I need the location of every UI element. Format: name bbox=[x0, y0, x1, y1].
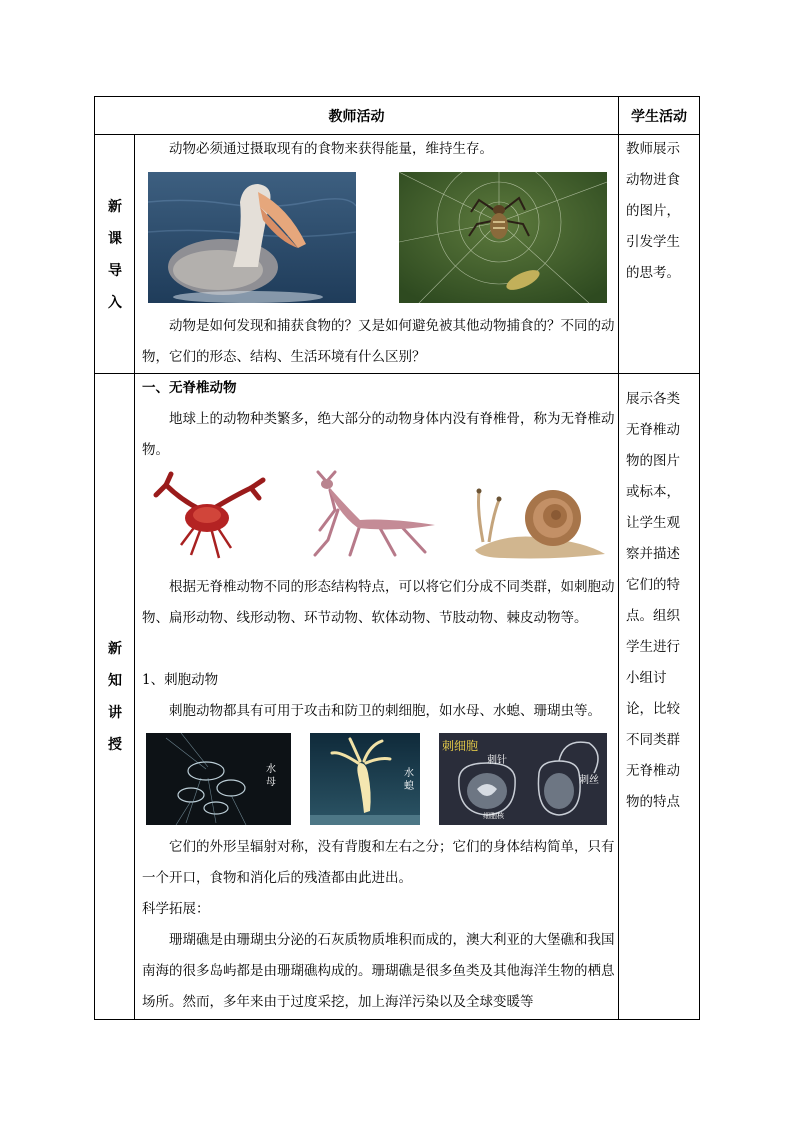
section2-paragraph-1: 地球上的动物种类繁多，绝大部分的动物身体内没有脊椎骨，称为无脊椎动物。 bbox=[142, 411, 615, 458]
mantis-image bbox=[300, 470, 440, 565]
header-teacher: 教师活动 bbox=[328, 109, 385, 125]
section1-label: 新 课 导 入 bbox=[108, 199, 122, 311]
cnidocyte-title: 刺细胞 bbox=[442, 739, 479, 753]
snail-image bbox=[465, 470, 610, 565]
section2-paragraph-4: 它们的外形呈辐射对称，没有背腹和左右之分；它们的身体结构简单，只有一个开口，食物和消化后的残渣都由此进出。 bbox=[142, 839, 615, 886]
hydra-label: 水螅 bbox=[404, 768, 414, 792]
header-student: 学生活动 bbox=[631, 109, 687, 125]
jellyfish-image bbox=[146, 733, 291, 825]
crayfish-image bbox=[151, 470, 266, 565]
nucleus-label: 细胞核 bbox=[483, 812, 504, 820]
section1-student-activity: 教师展示动物进食的图片，引发学生的思考。 bbox=[626, 141, 680, 281]
section2-student-activity: 展示各类无脊椎动物的图片或标本，让学生观察并描述它们的特点。组织学生进行小组讨论，比较不同类群无脊椎动物的特点 bbox=[626, 391, 680, 810]
hydra-image bbox=[310, 733, 420, 825]
thread-label: 刺丝 bbox=[579, 775, 599, 786]
spider-image bbox=[399, 172, 607, 303]
section2-paragraph-3: 刺胞动物都具有可用于攻击和防卫的刺细胞，如水母、水螅、珊瑚虫等。 bbox=[169, 703, 601, 719]
table-divider-student bbox=[618, 96, 619, 1020]
science-extension-title: 科学拓展： bbox=[142, 901, 210, 917]
section2-paragraph-5: 珊瑚礁是由珊瑚虫分泌的石灰质物质堆积而成的，澳大利亚的大堡礁和我国南海的很多岛屿都是由珊瑚礁构成的。珊瑚礁是很多鱼类及其他海洋生物的栖息场所。然而，多年来由于过度采挖，加上海洋污染以及全球变暖等 bbox=[142, 932, 615, 1010]
section1-intro: 动物必须通过摄取现有的食物来获得能量，维持生存。 bbox=[169, 141, 493, 157]
jellyfish-label: 水母 bbox=[266, 764, 276, 788]
cnidocyte-image bbox=[439, 733, 607, 825]
pelican-image bbox=[148, 172, 356, 303]
section2-heading: 一、无脊椎动物 bbox=[142, 380, 237, 396]
section1-question: 动物是如何发现和捕获食物的？又是如何避免被其他动物捕食的？不同的动物，它们的形态、结构、生活环境有什么区别？ bbox=[142, 318, 615, 365]
table-border-right bbox=[699, 96, 700, 1020]
table-border-bottom bbox=[94, 1019, 700, 1020]
section2-subheading-1: 1、刺胞动物 bbox=[142, 672, 219, 688]
section2-paragraph-2: 根据无脊椎动物不同的形态结构特点，可以将它们分成不同类群，如刺胞动物、扁形动物、线形动物、环节动物、软体动物、节肢动物、棘皮动物等。 bbox=[142, 579, 615, 626]
section2-label: 新 知 讲 授 bbox=[108, 641, 122, 753]
table-border-top bbox=[94, 96, 700, 97]
needle-label: 刺针 bbox=[487, 755, 507, 766]
